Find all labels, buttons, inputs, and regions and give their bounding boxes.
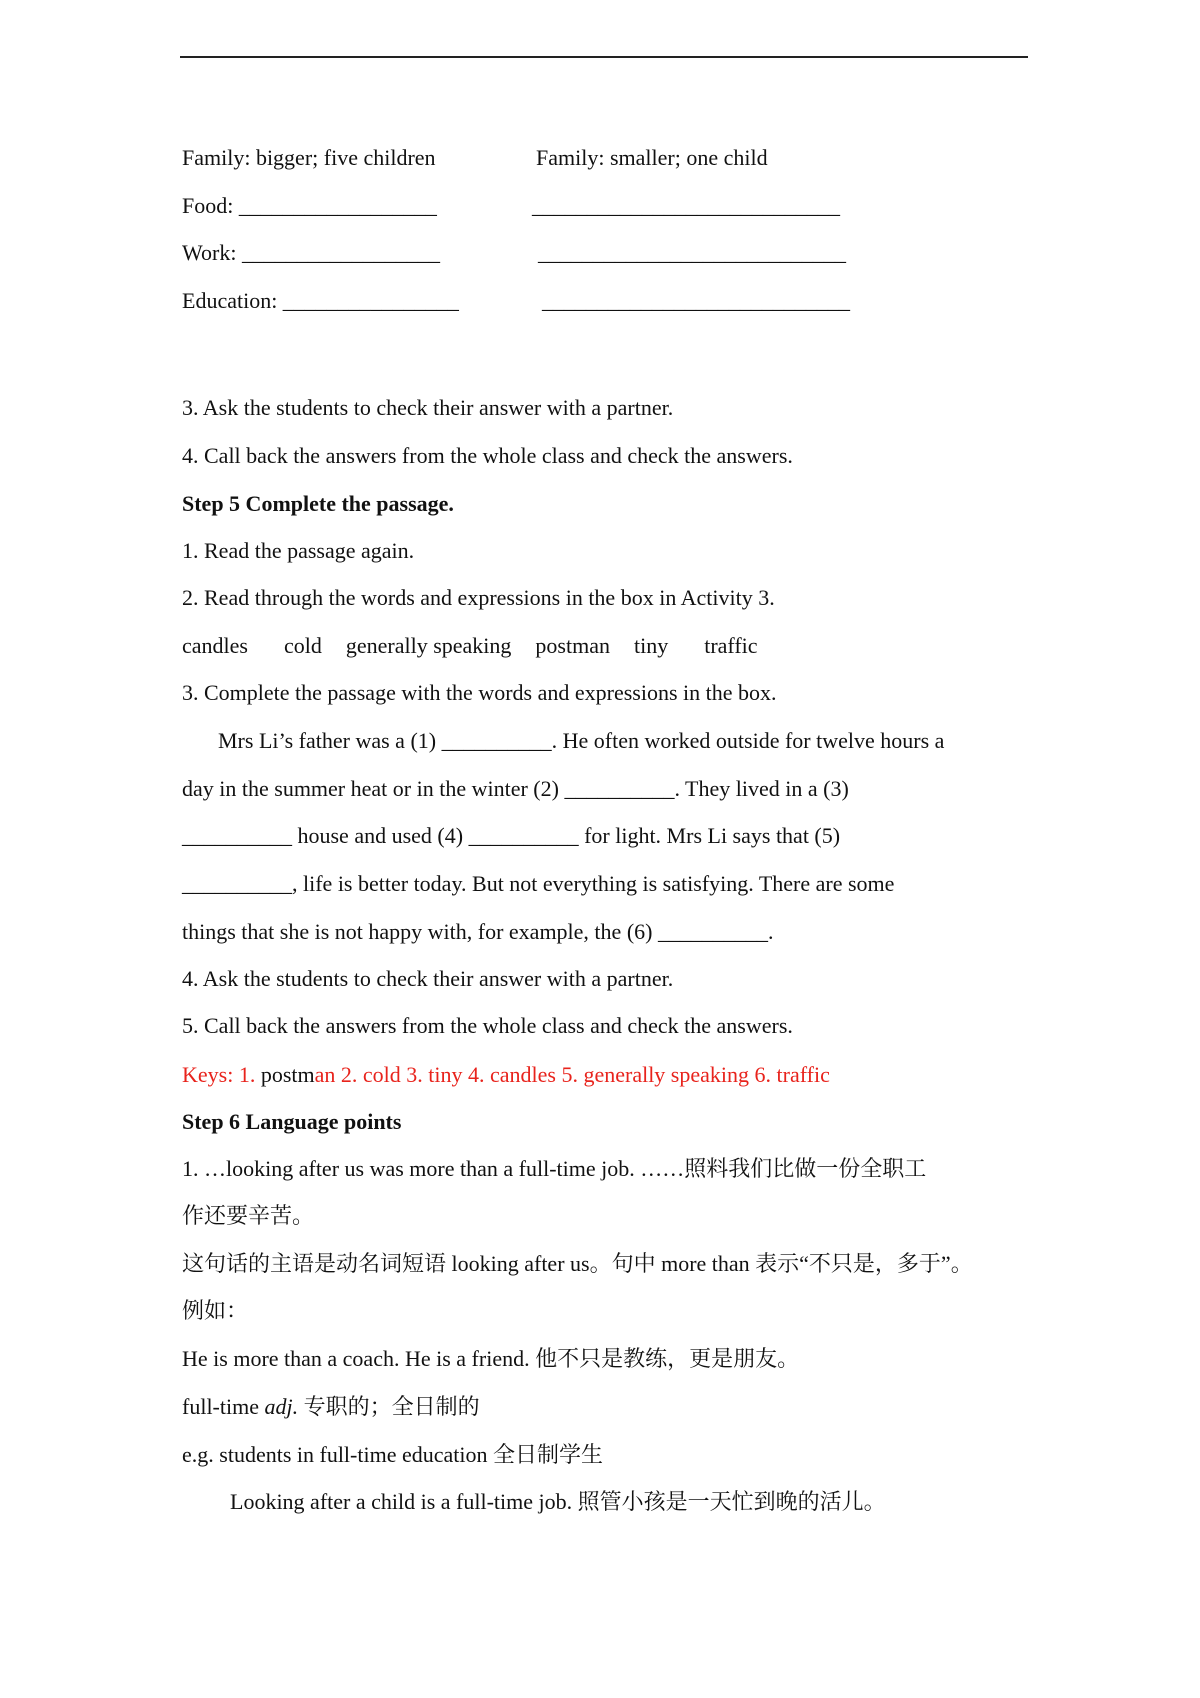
table-row-food-left: Food: __________________ <box>182 193 437 218</box>
language-point-line: 例如： <box>182 1298 249 1323</box>
passage-line: Mrs Li’s father was a (1) __________. He often worked outside for twelve hours a <box>218 728 945 753</box>
fulltime-definition <box>182 1394 480 1420</box>
step5-heading: Step 5 Complete the passage. <box>182 491 454 516</box>
table-row-food-right: ____________________________ <box>532 193 840 218</box>
passage-line: __________, life is better today. But not everything is satisfying. There are some <box>182 871 895 896</box>
example-indented: Looking after a child is a full-time job. 照管小孩是一天忙到晚的活儿。 <box>230 1489 886 1514</box>
example-eg: e.g. students in full-time education 全日制学生 <box>182 1442 603 1467</box>
keys-black-part: postm <box>255 1062 315 1087</box>
step5-item-1-b: gain. <box>370 538 415 563</box>
header-rule <box>180 56 1028 58</box>
keys-prefix: Keys: 1. <box>182 1062 256 1087</box>
passage-line: day in the summer heat or in the winter (2) __________. They lived in a (3) <box>182 776 849 801</box>
box-word: candles <box>182 633 248 658</box>
table-row-education-left <box>182 288 459 314</box>
step5-item-3: 3. Complete the passage with the words and expressions in the box. <box>182 680 777 705</box>
example-sentence: He is more than a coach. He is a friend. 他不只是教练，更是朋友。 <box>182 1346 800 1371</box>
fulltime-word: full-time <box>182 1394 265 1419</box>
keys-rest: an 2. cold 3. tiny 4. candles 5. generally speaking 6. traffic <box>314 1062 830 1087</box>
passage-line: things that she is not happy with, for example, the (6) __________. <box>182 919 774 944</box>
table-row-family-right: Family: smaller; one child <box>536 145 768 170</box>
table-row-family-left: Family: bigger; five children <box>182 145 436 170</box>
language-point-line: 作还要辛苦。 <box>182 1203 315 1228</box>
answer-keys <box>182 1062 830 1088</box>
step6-heading: Step 6 Language points <box>182 1109 402 1134</box>
box-word: postman <box>535 633 610 658</box>
step5-item-4: 4. Ask the students to check their answer with a partner. <box>182 966 674 991</box>
step-item: 3. Ask the students to check their answer with a partner. <box>182 395 674 420</box>
education-blank-a: Education: ________ <box>182 288 371 313</box>
step5-item-5: 5. Call back the answers from the whole class and check the answers. <box>182 1013 793 1038</box>
language-point-line: 1. …looking after us was more than a full-time job. ……照料我们比做一份全职工 <box>182 1156 927 1181</box>
table-row-work-left: Work: __________________ <box>182 240 440 265</box>
box-word: generally speaking <box>345 633 512 658</box>
box-word: tiny <box>633 633 669 658</box>
passage-line: __________ house and used (4) __________ for light. Mrs Li says that (5) <box>182 823 841 848</box>
box-word: cold <box>283 633 322 658</box>
language-point-line: 这句话的主语是动名词短语 looking after us。句中 more than 表示“不只是，多于”。 <box>182 1251 973 1276</box>
word-box <box>182 633 758 659</box>
step5-item-1 <box>182 538 414 564</box>
table-row-education-right: ____________________________ <box>542 288 850 313</box>
step-item: 4. Call back the answers from the whole class and check the answers. <box>182 443 793 468</box>
table-row-work-right: ____________________________ <box>538 240 846 265</box>
step5-item-1-a: 1. Read the passage a <box>182 538 371 563</box>
part-of-speech: adj. <box>264 1394 299 1419</box>
step5-item-2: 2. Read through the words and expressions in the box in Activity 3. <box>182 585 775 610</box>
fulltime-meaning: 专职的；全日制的 <box>298 1394 480 1419</box>
education-blank-b: ________ <box>370 288 459 313</box>
box-word: traffic <box>704 633 758 658</box>
